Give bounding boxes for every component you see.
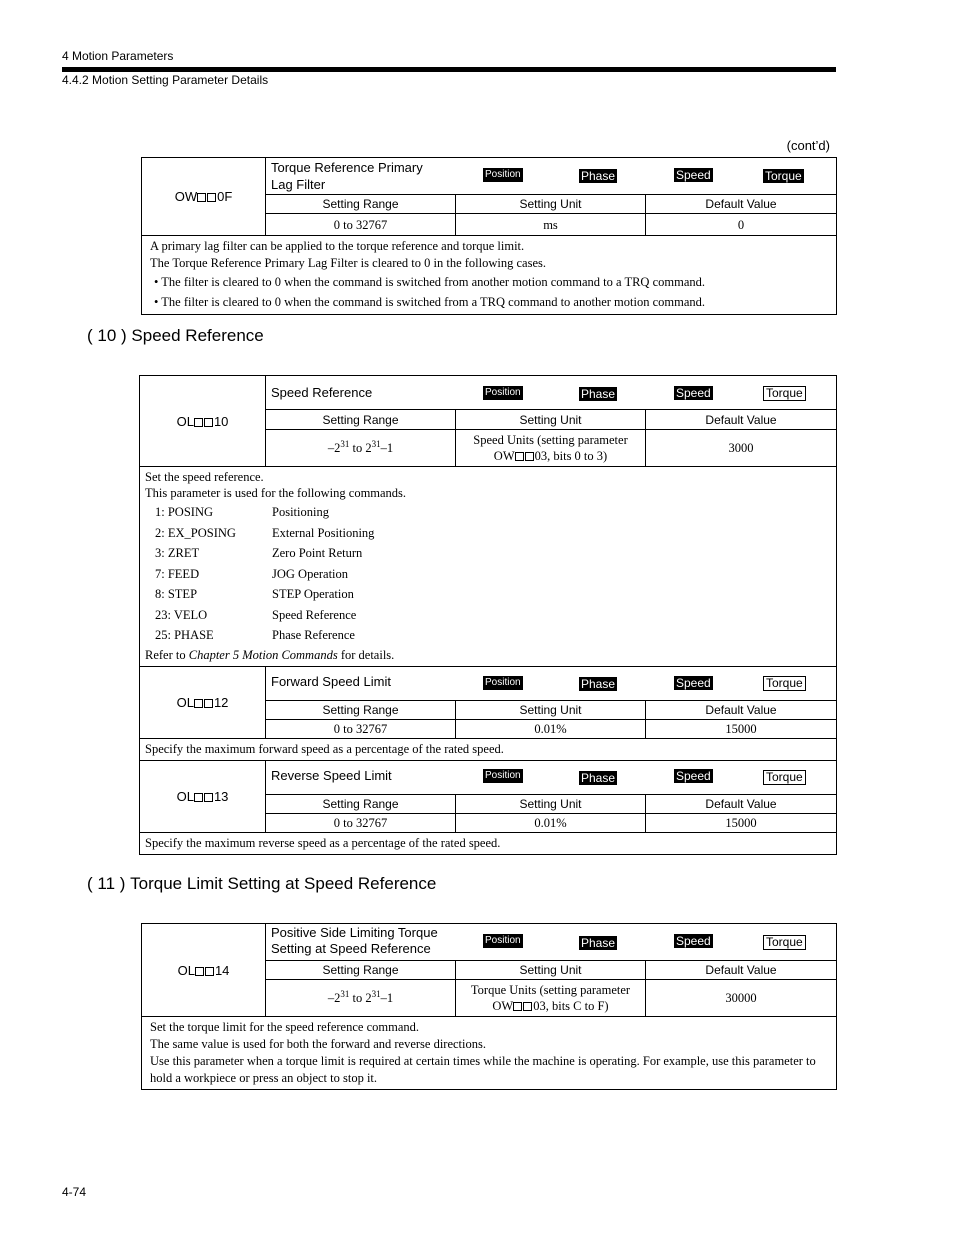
param-title-cell	[266, 760, 837, 794]
setting-unit-header: Setting Unit	[456, 700, 646, 719]
setting-range-header: Setting Range	[266, 961, 456, 980]
command-list-item	[145, 584, 831, 605]
param-title-cell	[266, 924, 837, 961]
param-table-speed	[139, 375, 837, 855]
param-title-cell	[266, 158, 837, 195]
setting-unit-value: ms	[456, 214, 646, 236]
param-code: OL 10	[140, 376, 266, 467]
command-list-item	[145, 502, 831, 523]
param-code: OL 13	[140, 760, 266, 832]
param-code: OW 0F	[142, 158, 266, 236]
command-name: STEP Operation	[272, 587, 354, 601]
setting-range-value: 0 to 32767	[266, 813, 456, 832]
mode-torque-badge: Torque	[763, 386, 806, 401]
refer-text: Refer to Chapter 5 Motion Commands for details.	[145, 647, 395, 662]
chapter-header: 4 Motion Parameters	[62, 49, 174, 63]
param-description: Set the speed reference. This parameter is used for the following commands. 1: POSING Positioning 2: EX_POSING External Positioning 3: ZRET Zero Point Return 7: FEED JOG Operation 8: STEP STEP Operation 23: VELO Speed Reference 25: PHASE Phase Reference Refer to Chapter 5 Motion Commands for details.	[140, 467, 837, 667]
setting-unit-header: Setting Unit	[456, 794, 646, 813]
command-list-item	[145, 625, 831, 646]
param-title: Reverse Speed Limit	[271, 767, 392, 783]
param-description: Set the torque limit for the speed reference command. The same value is used for both the forward and reverse directions. Use this parameter when a torque limit is required at certain times while the machine is operating. For example, use this parameter to hold a workpiece or press an object to stop it.	[142, 1017, 837, 1090]
command-list-item	[145, 564, 831, 585]
command-code: 23: VELO	[155, 607, 208, 622]
param-title: Forward Speed Limit	[271, 673, 391, 689]
setting-unit-header: Setting Unit	[456, 410, 646, 430]
setting-unit-value: 0.01%	[456, 719, 646, 738]
param-code: OL 12	[140, 666, 266, 738]
setting-unit-value: Speed Units (setting parameter OW 03, bits 0 to 3)	[456, 430, 646, 467]
mode-torque-badge: Torque	[765, 169, 802, 183]
mode-speed-badge: Speed	[676, 675, 711, 690]
mode-position-badge: Position	[485, 169, 521, 180]
default-value-header: Default Value	[646, 961, 837, 980]
default-value: 15000	[646, 719, 837, 738]
param-description: Specify the maximum reverse speed as a percentage of the rated speed.	[140, 832, 837, 854]
default-value: 15000	[646, 813, 837, 832]
contd-label: (cont’d)	[786, 138, 830, 153]
setting-range-value: 0 to 32767	[266, 719, 456, 738]
mode-torque-badge: Torque	[763, 935, 806, 950]
param-description: Specify the maximum forward speed as a percentage of the rated speed.	[140, 738, 837, 760]
command-code: 3: ZRET	[155, 546, 200, 560]
param-description: A primary lag filter can be applied to the torque reference and torque limit. The Torque Reference Primary Lag Filter is cleared to 0 in the following cases. • The filter is cleared to 0 when the command is switched from another motion command to a TRQ command. • The filter is cleared to 0 when the command is switched from a TRQ command to another motion command.	[142, 236, 837, 315]
command-code: 2: EX_POSING	[155, 525, 236, 540]
setting-unit-header: Setting Unit	[456, 195, 646, 214]
subsection-header: 4.4.2 Motion Setting Parameter Details	[62, 73, 269, 87]
mode-torque-badge: Torque	[763, 676, 806, 691]
setting-unit-header: Setting Unit	[456, 961, 646, 980]
default-value: 30000	[646, 980, 837, 1017]
mode-speed-badge: Speed	[676, 934, 711, 948]
page-number: 4-74	[62, 1185, 87, 1199]
param-title-cell	[266, 666, 837, 700]
command-list-item	[145, 523, 831, 544]
setting-range-header: Setting Range	[266, 700, 456, 719]
mode-position-badge: Position	[485, 387, 521, 398]
command-list-item	[145, 543, 831, 564]
param-title: Positive Side Limiting Torque Setting at Speed Reference	[271, 925, 438, 956]
command-code: 25: PHASE	[155, 628, 214, 642]
command-name: Zero Point Return	[272, 546, 363, 560]
default-value-header: Default Value	[646, 700, 837, 719]
command-name: Positioning	[272, 505, 329, 519]
setting-range-header: Setting Range	[266, 794, 456, 813]
command-code: 1: POSING	[155, 505, 213, 519]
param-code: OL 14	[142, 924, 266, 1017]
mode-speed-badge: Speed	[676, 168, 711, 182]
default-value-header: Default Value	[646, 410, 837, 430]
command-name: External Positioning	[272, 525, 375, 540]
mode-phase-badge: Phase	[581, 387, 616, 401]
param-title-cell	[266, 376, 837, 410]
section-heading-10: ( 10 ) Speed Reference	[87, 326, 264, 345]
mode-position-badge: Position	[485, 935, 521, 946]
setting-range-value: 0 to 32767	[266, 214, 456, 236]
mode-torque-badge: Torque	[763, 770, 806, 785]
command-name: Phase Reference	[272, 628, 355, 642]
command-name: JOG Operation	[272, 566, 349, 581]
param-title: Torque Reference Primary Lag Filter	[271, 160, 423, 192]
default-value-header: Default Value	[646, 195, 837, 214]
mode-speed-badge: Speed	[676, 768, 711, 783]
setting-unit-value: Torque Units (setting parameter OW 03, bits C to F)	[456, 980, 646, 1017]
default-value-header: Default Value	[646, 794, 837, 813]
command-name: Speed Reference	[272, 607, 357, 622]
section-heading-11: ( 11 ) Torque Limit Setting at Speed Reference	[87, 874, 437, 893]
command-list	[145, 502, 831, 646]
default-value: 3000	[646, 430, 837, 467]
mode-speed-badge: Speed	[676, 386, 711, 400]
param-table-14	[141, 923, 837, 1090]
setting-range-value: $-2^{31}$ to $2^{31}-1$	[266, 430, 456, 467]
setting-range-value: $-2^{31}$ to $2^{31}-1$	[266, 980, 456, 1017]
param-table-0f	[141, 157, 837, 315]
header-rule	[62, 67, 836, 72]
setting-unit-value: 0.01%	[456, 813, 646, 832]
param-title: Speed Reference	[271, 385, 373, 400]
command-list-item	[145, 605, 831, 626]
mode-position-badge: Position	[485, 769, 521, 781]
setting-range-header: Setting Range	[266, 195, 456, 214]
mode-position-badge: Position	[485, 676, 521, 688]
mode-phase-badge: Phase	[581, 169, 616, 183]
default-value: 0	[646, 214, 837, 236]
command-code: 8: STEP	[155, 587, 198, 601]
mode-phase-badge: Phase	[581, 936, 616, 950]
setting-range-header: Setting Range	[266, 410, 456, 430]
mode-phase-badge: Phase	[581, 676, 616, 691]
mode-phase-badge: Phase	[581, 770, 616, 785]
command-code: 7: FEED	[155, 566, 200, 581]
